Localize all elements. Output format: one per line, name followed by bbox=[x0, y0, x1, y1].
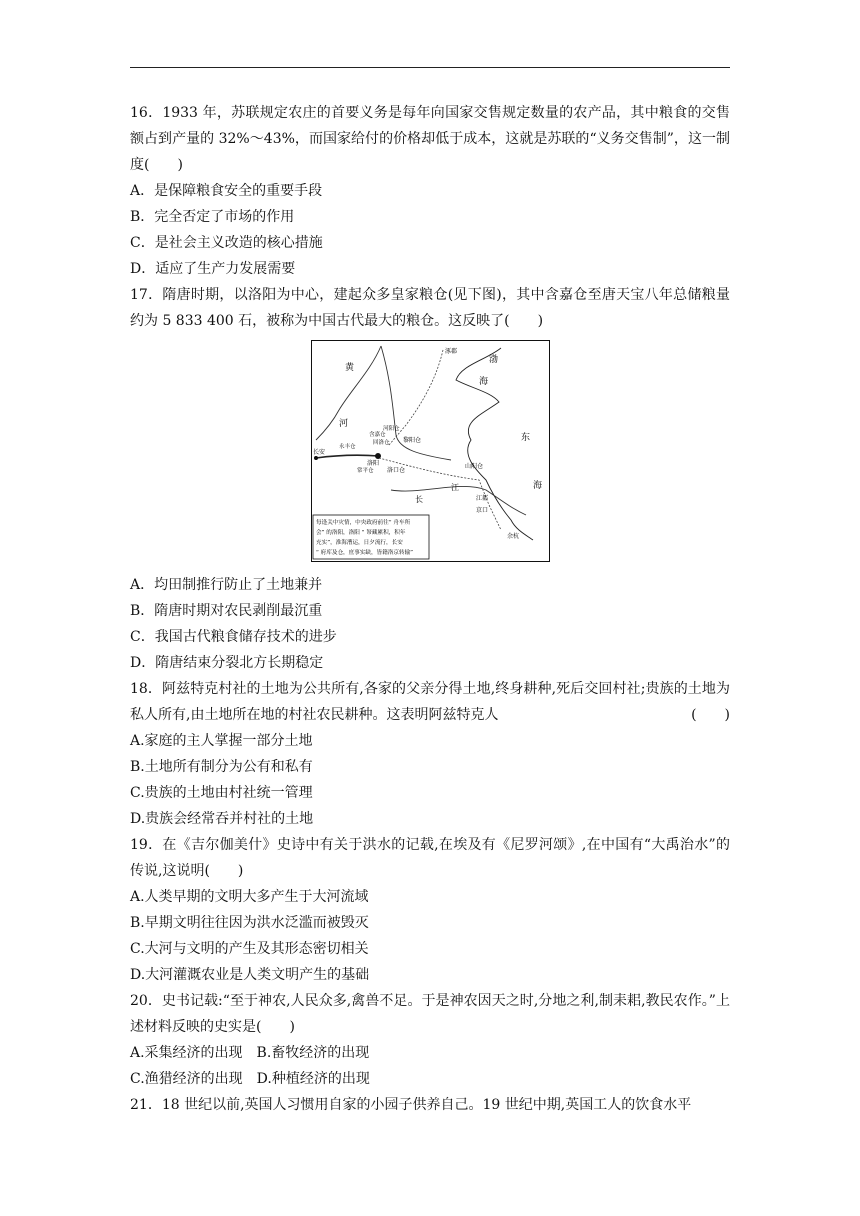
label-yuhang: 余杭 bbox=[507, 533, 520, 540]
option-c: C.大河与文明的产生及其形态密切相关 bbox=[130, 941, 369, 957]
option-a: A.人类早期的文明大多产生于大河流域 bbox=[130, 889, 369, 905]
caption-line: 会” 的洛阳，洛阳 “ 帑藏累积，积年 bbox=[316, 530, 406, 536]
option-b: B.土地所有制分为公有和私有 bbox=[130, 759, 313, 775]
question-stem: 21．18 世纪以前,英国人习惯用自家的小园子供养自己。19 世纪中期,英国工人的饮食水平 bbox=[130, 1097, 692, 1113]
question-stem: 19．在《吉尔伽美什》史诗中有关于洪水的记载,在埃及有《尼罗河颂》,在中国有“大禹治水”的传说,这说明( ) bbox=[130, 837, 730, 879]
label-jiangdu: 江都 bbox=[476, 495, 489, 502]
question-16 bbox=[130, 100, 730, 282]
question-21 bbox=[130, 1092, 730, 1118]
caption-line: “ 府库及仓，庶事实缺，皆籍洛京转输” bbox=[316, 550, 414, 556]
question-stem: 16．1933 年，苏联规定农庄的首要义务是每年向国家交售规定数量的农产品，其中粮食的交售额占到产量的 32%～43%，而国家给付的价格却低于成本，这就是苏联的“义务交售制”，这一制度( ) bbox=[130, 105, 730, 173]
option-c: C．我国古代粮食储存技术的进步 bbox=[130, 629, 337, 645]
label-changan: 长安 bbox=[313, 449, 326, 456]
changan-marker bbox=[314, 456, 318, 460]
question-20 bbox=[130, 988, 730, 1092]
map-figure bbox=[130, 340, 730, 566]
label-changping: 常平仓 bbox=[357, 468, 374, 474]
question-stem: 20．史书记载:“至于神农,人民众多,禽兽不足。于是神农因天之时,分地之利,制耒耜,教民农作。”上述材料反映的史实是( ) bbox=[130, 993, 730, 1035]
option-a: A．均田制推行防止了土地兼并 bbox=[130, 577, 323, 593]
header-rule bbox=[130, 67, 730, 68]
option-row-ab: A.采集经济的出现 B.畜牧经济的出现 bbox=[130, 1045, 370, 1061]
option-b: B．隋唐时期对农民剥削最沉重 bbox=[130, 603, 323, 619]
question-17 bbox=[130, 282, 730, 676]
option-d: D.贵族会经常吞并村社的土地 bbox=[130, 811, 314, 827]
option-d: D．隋唐结束分裂北方长期稳定 bbox=[130, 655, 324, 671]
label-dong: 东 bbox=[521, 433, 531, 443]
question-stem-text: 18．阿兹特克村社的土地为公共所有,各家的父亲分得土地,终身耕种,死后交回村社;贵族的土地为私人所有,由土地所在地的村社农民耕种。这表明阿兹特克人 bbox=[130, 681, 730, 723]
label-he: 河 bbox=[339, 419, 349, 429]
label-river-chang: 长 bbox=[415, 495, 423, 504]
granary-map bbox=[311, 340, 550, 562]
label-luokou: 洛口仓 bbox=[387, 467, 406, 474]
label-luoyang: 洛阳 bbox=[367, 460, 380, 467]
label-hangjia: 含嘉仓 bbox=[369, 432, 386, 438]
label-bo: 渤 bbox=[489, 355, 499, 365]
label-hai-2: 海 bbox=[533, 481, 543, 491]
option-a: A.家庭的主人掌握一部分土地 bbox=[130, 733, 313, 749]
label-huiluo: 回洛仓 bbox=[373, 440, 390, 446]
label-jingkou: 京口 bbox=[476, 507, 489, 514]
question-19 bbox=[130, 832, 730, 988]
caption-line: 每逢关中灾情，中央政府前往“ 舟车所 bbox=[316, 520, 411, 526]
option-a: A．是保障粮食安全的重要手段 bbox=[130, 183, 323, 199]
question-18 bbox=[130, 676, 730, 832]
option-d: D．适应了生产力发展需要 bbox=[130, 261, 296, 277]
option-d: D.大河灌溉农业是人类文明产生的基础 bbox=[130, 967, 370, 983]
label-zhuojun: 涿郡 bbox=[445, 348, 458, 355]
label-liyang: 黎阳仓 bbox=[403, 437, 422, 444]
question-stem bbox=[130, 676, 730, 728]
option-b: B.早期文明往往因为洪水泛滥而被毁灭 bbox=[130, 915, 369, 931]
option-row-cd: C.渔猎经济的出现 D.种植经济的出现 bbox=[130, 1071, 370, 1087]
caption-line: 充实”，淮海漕运，日夕流行，长安 bbox=[316, 540, 403, 546]
label-heyang: 河阳仓 bbox=[383, 426, 400, 432]
question-stem: 17．隋唐时期，以洛阳为中心，建起众多皇家粮仓(见下图)，其中含嘉仓至唐天宝八年总储粮量约为 5 833 400 石，被称为中国古代最大的粮仓。这反映了( ) bbox=[130, 287, 730, 329]
option-c: C.贵族的土地由村社统一管理 bbox=[130, 785, 313, 801]
option-c: C．是社会主义改造的核心措施 bbox=[130, 235, 323, 251]
label-huang: 黄 bbox=[345, 363, 355, 373]
exam-content bbox=[130, 100, 730, 1118]
label-hai-1: 海 bbox=[479, 377, 489, 387]
label-river-jiang: 江 bbox=[451, 483, 459, 492]
option-b: B．完全否定了市场的作用 bbox=[130, 209, 295, 225]
label-guangtong: 永丰仓 bbox=[339, 444, 356, 450]
luoyang-marker bbox=[375, 453, 381, 459]
answer-paren: ( ) bbox=[691, 707, 730, 723]
label-shanyang: 山阳仓 bbox=[465, 463, 484, 470]
